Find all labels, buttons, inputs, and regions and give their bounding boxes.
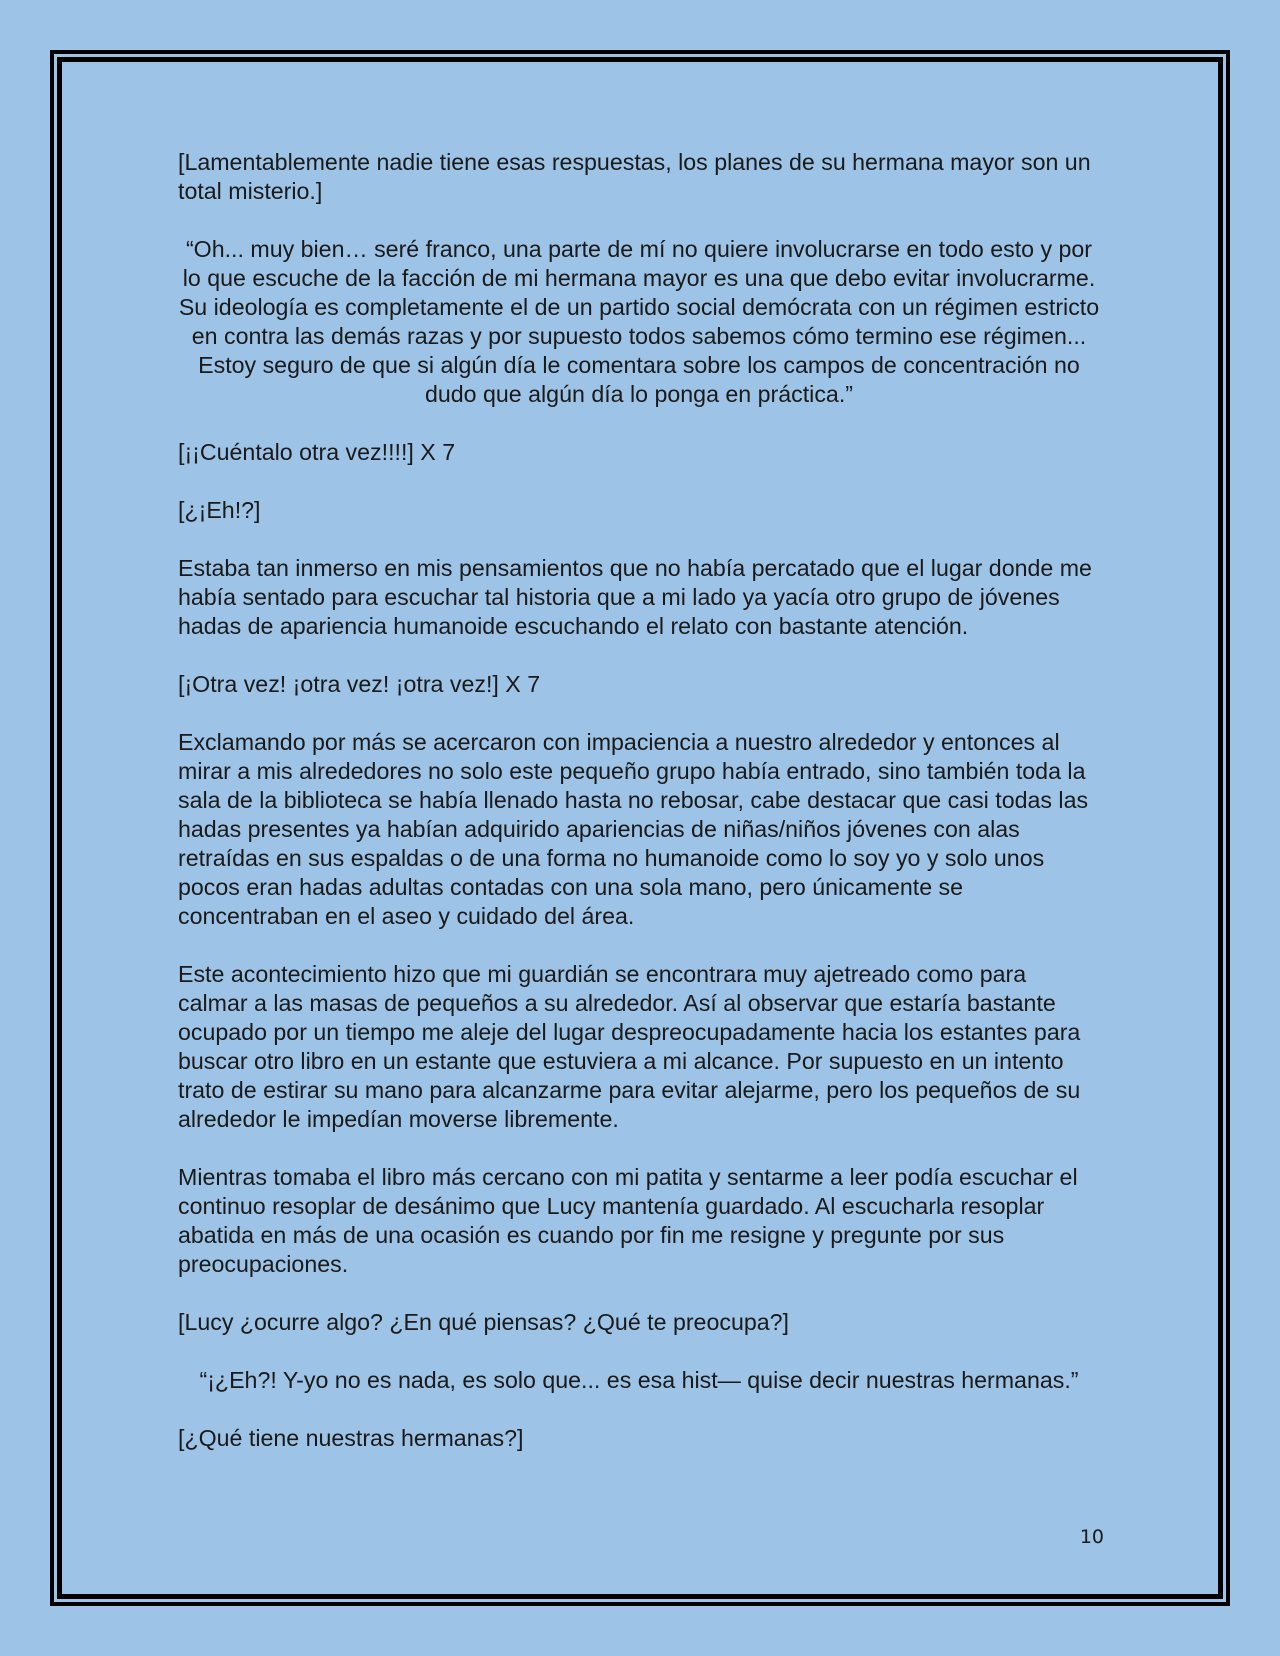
paragraph: Exclamando por más se acercaron con impaciencia a nuestro alrededor y entonces al mirar a mis alrededores no solo este pequeño grupo había entrado, sino también toda la sala de la biblioteca se había llenado hasta no rebosar, cabe destacar que casi todas las hadas presentes ya habían adquirido apariencias de niñas/niños jóvenes con alas retraídas en sus espaldas o de una forma no humanoide como lo soy yo y solo unos pocos eran hadas adultas contadas con una sola mano, pero únicamente se concentraban en el aseo y cuidado del área. [178, 729, 1089, 929]
paragraph: [¡¡Cuéntalo otra vez!!!!] X 7 [178, 439, 456, 465]
page-text [178, 148, 1100, 1453]
paragraph: Este acontecimiento hizo que mi guardián se encontrara muy ajetreado como para calmar a las masas de pequeños a su alrededor. Así al observar que estaría bastante ocupado por un tiempo me aleje del lugar despreocupadamente hacia los estantes para buscar otro libro en un estante que estuviera a mi alcance. Por supuesto en un intento trato de estirar su mano para alcanzarme para evitar alejarme, pero los pequeños de su alrededor le impedían moverse libremente. [178, 961, 1081, 1132]
paragraph: [¿Qué tiene nuestras hermanas?] [178, 1425, 524, 1451]
paragraph: [Lucy ¿ocurre algo? ¿En qué piensas? ¿Qué te preocupa?] [178, 1309, 789, 1335]
page-number: 10 [1079, 1526, 1104, 1548]
paragraph: [Lamentablemente nadie tiene esas respuestas, los planes de su hermana mayor son un total misterio.] [178, 149, 1091, 204]
quoted-dialogue: “Oh... muy bien… seré franco, una parte de mí no quiere involucrarse en todo esto y por lo que escuche de la facción de mi hermana mayor es una que debo evitar involucrarme. Su ideología es completamente el de un partido social demócrata con un régimen estricto en contra las demás razas y por supuesto todos sabemos cómo termino ese régimen... Estoy seguro de que si algún día le comentara sobre los campos de concentración no dudo que algún día lo ponga en práctica.” [178, 236, 1100, 407]
paragraph: Mientras tomaba el libro más cercano con mi patita y sentarme a leer podía escuchar el continuo resoplar de desánimo que Lucy mantenía guardado. Al escucharla resoplar abatida en más de una ocasión es cuando por fin me resigne y pregunte por sus preocupaciones. [178, 1164, 1078, 1277]
paragraph: Estaba tan inmerso en mis pensamientos que no había percatado que el lugar donde me había sentado para escuchar tal historia que a mi lado ya yacía otro grupo de jóvenes hadas de apariencia humanoide escuchando el relato con bastante atención. [178, 555, 1092, 639]
paragraph: [¿¡Eh!?] [178, 497, 261, 523]
paragraph: [¡Otra vez! ¡otra vez! ¡otra vez!] X 7 [178, 671, 541, 697]
quoted-dialogue: “¡¿Eh?! Y-yo no es nada, es solo que... es esa hist— quise decir nuestras hermanas.” [199, 1367, 1079, 1393]
